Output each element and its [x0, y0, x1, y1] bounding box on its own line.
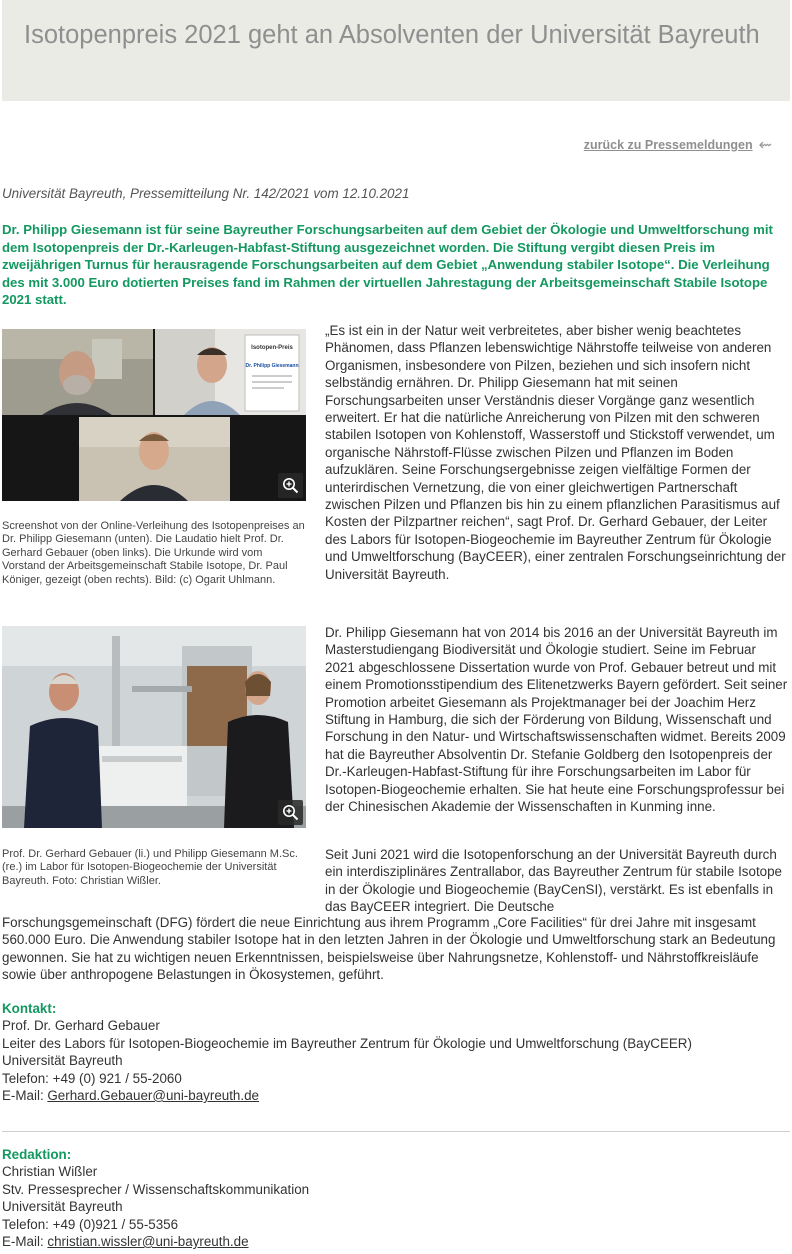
contact-heading: Kontakt:	[2, 1001, 57, 1016]
body-paragraph-2: Dr. Philipp Giesemann hat von 2014 bis 2016 an der Universität Bayreuth im Masterstudiengang Biodiversität und Ökologie studiert. Seine im Februar 2021 abgeschlossene Dissertation wurde von Prof. Gebauer betreut und mit einem Promotionsstipendium des Elitenetzwerks Bayern gefördert. Seit seiner Promotion arbeitet Giesemann als Projektmanager bei der Joachim Herz Stiftung in Hamburg, die sich der Förderung von Bildung, Wissenschaft und Forschung in den Natur- und Wirtschaftswissenschaften widmet. Bereits 2009 hat die Bayreuther Absolventin Dr. Stefanie Goldberg den Isotopenpreis der Dr.-Karleugen-Habfast-Stiftung für ihre Forschungsarbeiten im Labor für Isotopen-Biogeochemie erhalten. Sie hat heute eine Forschungsprofessur bei der Chinesischen Akademie der Wissenschaften in Kunming inne.	[325, 625, 788, 815]
back-arrow-icon[interactable]: ⇜	[758, 136, 772, 154]
contact-email-line	[2, 1087, 788, 1104]
video-call-illustration	[2, 329, 306, 501]
certificate-title: Isotopen-Preis	[251, 345, 293, 351]
redaktion-email-label: E-Mail:	[2, 1234, 48, 1250]
contact-section	[2, 1000, 788, 1104]
redaktion-org: Universität Bayreuth	[2, 1199, 123, 1215]
redaktion-name: Christian Wißler	[2, 1164, 98, 1180]
contact-email-link[interactable]: Gerhard.Gebauer@uni-bayreuth.de	[47, 1088, 259, 1104]
page-title: Isotopenpreis 2021 geht an Absolventen der Universität Bayreuth	[24, 21, 760, 49]
title-banner	[2, 0, 790, 101]
body-paragraph-1: „Es ist ein in der Natur weit verbreitetes, aber bisher wenig beachtetes Phänomen, dass Pflanzen lebenswichtige Nährstoffe teilweise von anderen Organismen, insbesondere von Pilzen, beziehen und sich insofern nicht selbständig ernähren. Dr. Philipp Giesemann hat mit seinen Forschungsarbeiten unser Verständnis dieser Vorgänge ganz wesentlich erweitert. Er hat die natürliche Anreicherung von Pilzen mit den schweren stabilen Isotopen von Kohlenstoff, Wasserstoff und Stickstoff verwendet, um organische Nährstoff-Flüsse zwischen Pilzen und Pflanzen im Boden aufzuklären. Seine Forschungsergebnisse zeigen vielfältige Formen der unterirdischen Vernetzung, die von einer gleichwertigen Partnerschaft zwischen Pilzen und Pflanzen bis hin zu einem pflanzlichen Parasitismus auf Kosten der Pilzpartner reichen“, sagt Prof. Dr. Gerhard Gebauer, der Leiter des Labors für Isotopen-Biogeochemie im Bayreuther Zentrum für Ökologie und Umweltforschung (BayCEER), einer zentralen Forschungseinrichtung der Universität Bayreuth.	[325, 323, 786, 582]
award-screenshot-image[interactable]	[2, 329, 306, 501]
lab-photo-illustration	[2, 626, 306, 828]
redaktion-email-link[interactable]: christian.wissler@uni-bayreuth.de	[47, 1234, 249, 1250]
back-to-press-releases-link[interactable]: zurück zu Pressemeldungen	[583, 138, 753, 152]
lead-paragraph: Dr. Philipp Giesemann ist für seine Bayreuther Forschungsarbeiten auf dem Gebiet der Ökologie und Umweltforschung mit dem Isotopenpreis der Dr.-Karleugen-Habfast-Stiftung ausgezeichnet worden. Die Stiftung vergibt diesen Preis im zweijährigen Turnus für herausragende Forschungsarbeiten auf dem Gebiet „Anwendung stabiler Isotope“. Die Verleihung des mit 3.000 Euro dotierten Preises fand im Rahmen der virtuellen Jahrestagung der Arbeitsgemeinschaft Stabile Isotope 2021 statt.	[2, 222, 773, 307]
redaktion-phone: Telefon: +49 (0)921 / 55-5356	[2, 1216, 179, 1232]
contact-email-label: E-Mail:	[2, 1088, 48, 1104]
section-divider	[2, 1131, 790, 1132]
redaktion-section	[2, 1146, 788, 1250]
redaktion-role: Stv. Pressesprecher / Wissenschaftskommunikation	[2, 1181, 310, 1197]
redaktion-heading: Redaktion:	[2, 1147, 72, 1162]
redaktion-email-line	[2, 1233, 788, 1250]
contact-role: Leiter des Labors für Isotopen-Biogeochemie im Bayreuther Zentrum für Ökologie und Umweltforschung (BayCEER)	[2, 1035, 692, 1051]
zoom-icon[interactable]	[278, 800, 303, 825]
contact-phone: Telefon: +49 (0) 921 / 55-2060	[2, 1070, 182, 1086]
figure-caption-2: Prof. Dr. Gerhard Gebauer (li.) und Philipp Giesemann M.Sc. (re.) im Labor für Isotopen-Biogeochemie der Universität Bayreuth. Foto: Christian Wißler.	[2, 848, 298, 887]
body-paragraph-3: Seit Juni 2021 wird die Isotopenforschung an der Universität Bayreuth durch ein interdisziplinäres Zentrallabor, das Bayreuther Zentrum für stabile Isotope in der Ökologie und Biogeochemie (BayCenSI), verstärkt. Es ist ebenfalls in das BayCEER integriert. Die Deutsche	[325, 847, 783, 915]
contact-org: Universität Bayreuth	[2, 1053, 123, 1069]
certificate-name: Dr. Philipp Giesemann	[245, 363, 299, 369]
back-link-container[interactable]	[584, 137, 772, 154]
press-release-meta: Universität Bayreuth, Pressemitteilung Nr. 142/2021 vom 12.10.2021	[2, 186, 410, 201]
lab-photo-image[interactable]	[2, 626, 306, 828]
body-paragraph-4: Forschungsgemeinschaft (DFG) fördert die neue Einrichtung aus ihrem Programm „Core Facilities“ für drei Jahre mit insgesamt 560.000 Euro. Die Anwendung stabiler Isotope hat in den letzten Jahren in der Ökologie und Umweltforschung stark an Bedeutung gewonnen. Sie hat zu wichtigen neuen Erkenntnissen, beispielsweise über Nahrungsnetze, Kohlenstoff- und Nährstoffkreisläufe sowie über anthropogene Belastungen in Ökosystemen, geführt.	[2, 915, 776, 983]
figure-caption-1: Screenshot von der Online-Verleihung des Isotopenpreises an Dr. Philipp Giesemann (unten). Die Laudatio hielt Prof. Dr. Gerhard Gebauer (oben links). Die Urkunde wird vom Vorstand der Arbeitsgemeinschaft Stabile Isotope, Dr. Paul Königer, gezeigt (oben rechts). Bild: (c) Ogarit Uhlmann.	[2, 520, 305, 586]
contact-name: Prof. Dr. Gerhard Gebauer	[2, 1018, 160, 1034]
zoom-icon[interactable]	[278, 473, 303, 498]
